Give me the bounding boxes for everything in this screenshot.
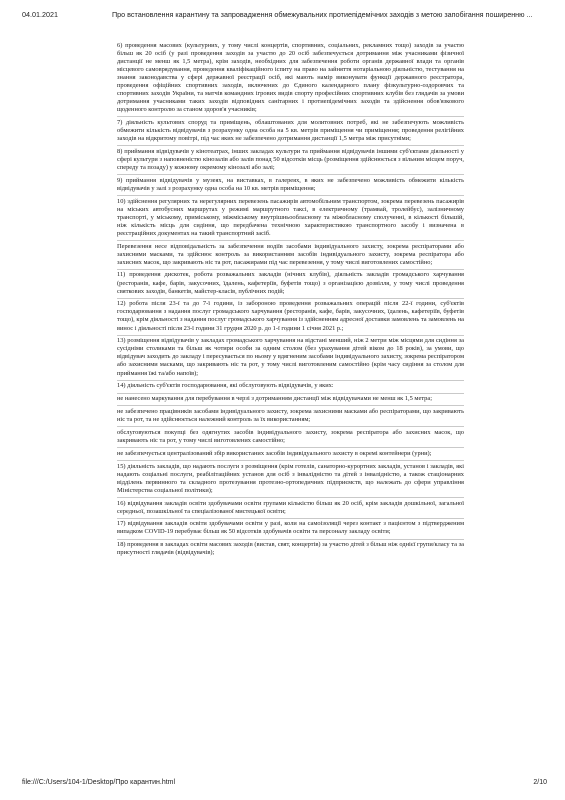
print-header [22, 10, 547, 22]
paragraph: не нанесено маркування для перебування в черзі з дотриманням дистанції між відвідувачами не менш як 1,5 метра; [117, 393, 464, 406]
paragraph: 9) приймання відвідувачів у музеях, на виставках, в галереях, в яких не забезпечено можливість обмежити кількість відвідувачів у залі з розрахунку одна особа на 10 кв. метрів приміщення; [117, 174, 464, 195]
paragraph: не забезпечується централізований збір використаних засобів індивідуального захисту в окремі контейнери (урни); [117, 447, 464, 460]
document-body [117, 40, 464, 560]
paragraph: 6) проведення масових (культурних, у тому числі концертів, спортивних, соціальних, рекламних тощо) заходів за участю більш як 20 осіб (у разі проведення заходів за участю до 20 осіб забезпечується дотримання між учасниками фізичної дистанції не менш як 1,5 метра), крім заходів, необхідних для забезпечення роботи органів державної влади та органів місцевого самоврядування, проведення кваліфікаційного іспиту на право на зайняття нотаріальною діяльністю, тестування на знання законодавства у сфері державної реєстрації осіб, які мають намір виконувати функції державного реєстратора, проведення офіційних спортивних заходів, включених до Єдиного календарного плану фізкультурно-оздоровчих та спортивних заходів України, та матчів командних ігрових видів спорту професійних спортивних клубів без глядачів за умови дотримання учасниками таких заходів відповідних санітарних і протиепідемічних заходів та здійснення обов'язкового щоденного контролю за станом здоров'я учасників; [117, 41, 464, 113]
paragraph: 11) проведення дискотек, робота розважальних закладів (нічних клубів), діяльність закладів громадського харчування (ресторанів, кафе, барів, закусочних, їдалень, кафетеріїв, буфетів тощо) з організацією дозвілля, у тому числі проведення святкових заходів, банкетів, майстер-класів, публічних подій; [117, 269, 464, 298]
page-number: 2/10 [533, 779, 547, 786]
paragraph: 7) діяльність культових споруд та приміщень, облаштованих для молитовних потреб, які не забезпечують можливість обмежити кількість відвідувачів з розрахунку одна особа на 5 кв. метрів приміщення чи приміщення; проведення релігійних заходів на відкритому повітрі, під час яких не забезпечено дотримання дистанції 1,5 метра між присутніми; [117, 116, 464, 145]
document-title: Про встановлення карантину та запровадження обмежувальних протиепідемічних заходів з метою запобігання поширенню ... [112, 10, 533, 19]
paragraph: 8) приймання відвідувачів у кінотеатрах, інших закладах культури та приймання відвідувачів іншими суб'єктами діяльності у сфері культури з наповненістю кінозалів або залів понад 50 відсотків місць (розміщення здійснюється з вільним місцем поруч, спереду та позаду) у кожному окремому кінозалі або залі; [117, 145, 464, 174]
paragraph: 14) діяльність суб'єктів господарювання, які обслуговують відвідувачів, у яких: [117, 380, 464, 393]
paragraph: 10) здійснення регулярних та нерегулярних перевезень пасажирів автомобільним транспортом, зокрема перевезень пасажирів на міських автобусних маршрутах у режимі маршрутного таксі, в електричному (трамвай, тролейбус), залізничному транспорті, у міському, приміському, міжміському внутрішньообласному та міжобласному сполученні, в кількості більшій, ніж кількість місць для сидіння, що передбачена технічною характеристикою транспортного засобу і визначена в реєстраційних документах на такий транспортний засіб. [117, 195, 464, 240]
paragraph: не забезпечено працівників засобами індивідуального захисту, зокрема захисними масками або респіраторами, що закривають ніс та рот, та не здійснюється належний контроль за їх використанням; [117, 405, 464, 426]
paragraph: 17) відвідування закладів освіти здобувачами освіти у разі, коли на самоізоляції через контакт з пацієнтом з підтвердженим випадком COVID-19 перебуває більш як 50 відсотків здобувачів освіти та персоналу закладу освіти; [117, 518, 464, 539]
file-path: file:///C:/Users/104-1/Desktop/Про карантин.html [22, 779, 176, 786]
print-date: 04.01.2021 [22, 10, 58, 19]
paragraph: 16) відвідування закладів освіти здобувачами освіти групами кількістю більш як 20 осіб, крім закладів дошкільної, загальної середньої, позашкільної та спеціалізованої мистецької освіти; [117, 497, 464, 518]
print-footer [22, 779, 547, 791]
paragraph: 13) розміщення відвідувачів у закладах громадського харчування на відстані менший, ніж 2 метри між місцями для сидіння за сусідніми столиками та більш як чотири особи за одним столом (без урахування дітей віком до 18 років), за умови, що відвідувач заходить до закладу і пересувається по ньому у вдягненим засобами індивідуального захисту, зокрема респіратором або захисними масками, що закривають ніс та рот, у тому числі виготовленим самостійно (крім часу сидіння за столом для приймання їжі та/або напоїв); [117, 335, 464, 380]
paragraph: Перевезення несе відповідальність за забезпечення водіїв засобами індивідуального захисту, зокрема респіраторами або захисними масками, та здійснює контроль за використанням засобів індивідуального захисту, зокрема респіратора або захисних масок, що закривають ніс та рот, пасажирами під час перевезення, у тому числі виготовлених самостійно; [117, 240, 464, 269]
paragraph: 18) проведення в закладах освіти масових заходів (вистав, свят, концертів) за участю дітей з більш ніж однієї групи/класу та за присутності глядачів (відвідувачів); [117, 539, 464, 560]
paragraph: 15) діяльність закладів, що надають послуги з розміщення (крім готелів, санаторно-курортних закладів, установ і закладів, які надають соціальні послуги, реабілітаційних установ для осіб з інвалідністю та дітей з інвалідністю, а також стаціонарних відділень первинного та складного протезування протезно-ортопедичних підприємств, що належать до сфери управління Міністерства соціальної політики); [117, 460, 464, 497]
paragraph: обслуговуються покупці без одягнутих засобів індивідуального захисту, зокрема респіратора або захисних масок, що закривають ніс та рот, у тому числі виготовлених самостійно; [117, 426, 464, 447]
paragraph: 12) робота після 23-ї та до 7-ї години, із забороною проведення розважальних операцій після 22-ї години, суб'єктів господарювання з надання послуг громадського харчування (ресторанів, кафе, барів, закусочних, їдалень, кафетеріїв, буфетів тощо), крім діяльності з надання послуг громадського харчування із здійсненням адресної доставки замовлень та замовлень на винос і діяльності після 23-ї години 31 грудня 2020 р. до 1-ї години 1 січня 2021 р.; [117, 298, 464, 335]
